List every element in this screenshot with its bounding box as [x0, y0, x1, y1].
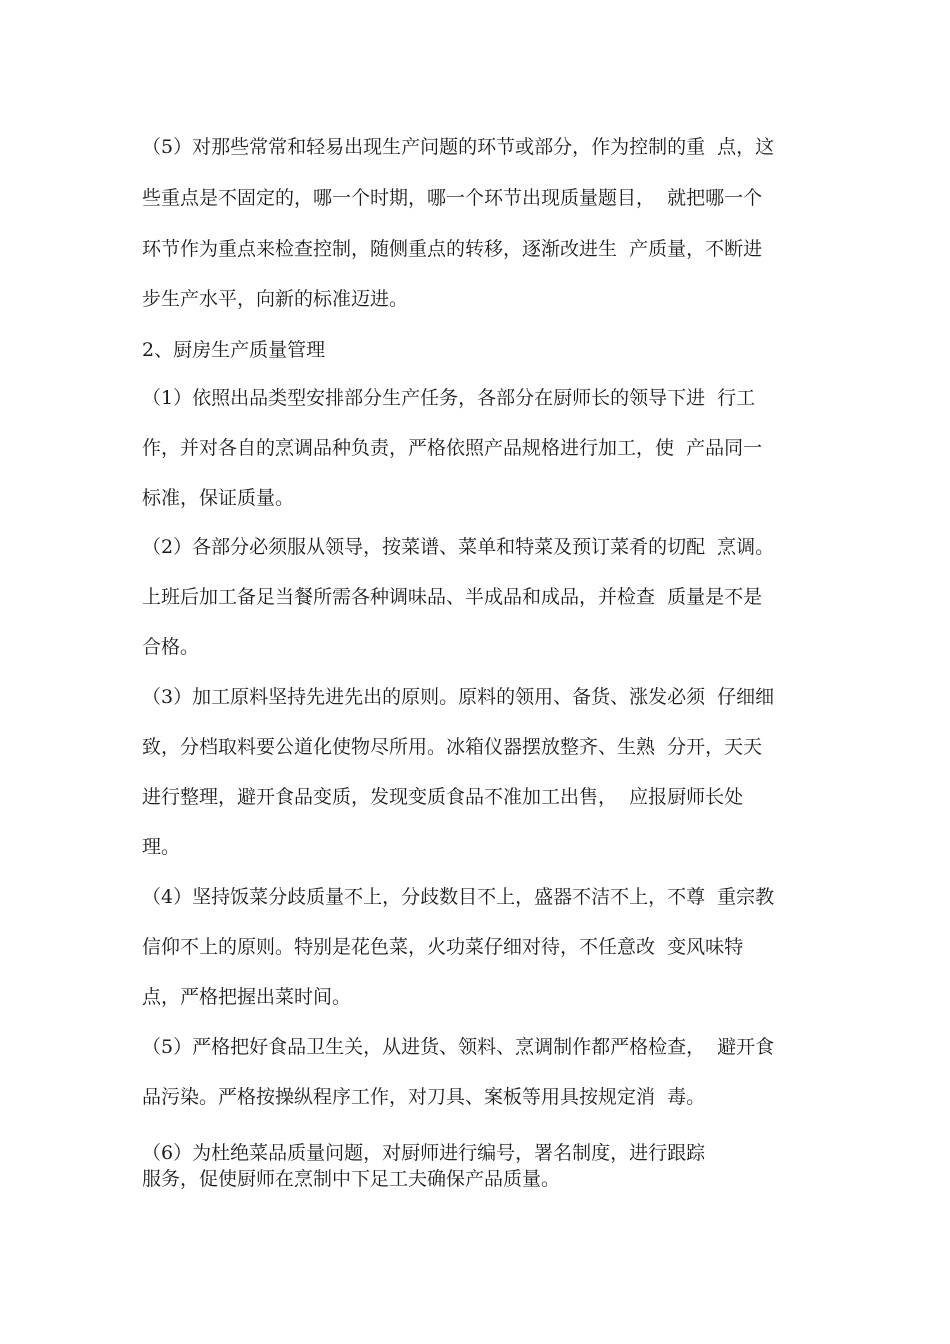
text-line: 信仰不上的原则。特别是花色菜，火功菜仔细对待，不任意改 变风味特 — [142, 936, 744, 958]
text-line: 服务，促使厨师在烹制中下足工夫确保产品质量。 — [142, 1168, 561, 1190]
section-heading: 2、厨房生产质量管理 — [142, 339, 326, 361]
text-line: 品污染。严格按操纵程序工作，对刀具、案板等用具按规定消 毒。 — [142, 1086, 706, 1108]
text-line: （3）加工原料坚持先进先出的原则。原料的领用、备货、涨发必须 仔细细 — [142, 686, 775, 708]
text-line: 作，并对各自的烹调品种负责，严格依照产品规格进行加工，使 产品同一 — [142, 437, 763, 459]
text-line: （6）为杜绝菜品质量问题，对厨师进行编号，署名制度，进行跟踪 — [142, 1142, 706, 1164]
text-line: （5）对那些常常和轻易出现生产问题的环节或部分，作为控制的重 点，这 — [142, 136, 775, 158]
text-line: 环节作为重点来检查控制，随侧重点的转移，逐渐改进生 产质量，不断进 — [142, 238, 763, 260]
text-line: 致，分档取料要公道化使物尽所用。冰箱仪器摆放整齐、生熟 分开，天天 — [142, 736, 763, 758]
text-line: （1）依照出品类型安排部分生产任务，各部分在厨师长的领导下进 行工 — [142, 387, 756, 409]
text-line: （5）严格把好食品卫生关，从进货、领料、烹调制作都严格检查， 避开食 — [142, 1036, 775, 1058]
text-line: （4）坚持饭菜分歧质量不上，分歧数目不上，盛器不洁不上，不尊 重宗教 — [142, 886, 775, 908]
text-line: 上班后加工备足当餐所需各种调味品、半成品和成品，并检查 质量是不是 — [142, 586, 763, 608]
text-line: 步生产水平，向新的标准迈进。 — [142, 288, 409, 310]
text-line: 理。 — [142, 836, 181, 858]
text-line: 点，严格把握出菜时间。 — [142, 986, 352, 1008]
text-line: 标准，保证质量。 — [142, 487, 295, 509]
text-line: 合格。 — [142, 636, 200, 658]
text-line: （2）各部分必须服从领导，按菜谱、菜单和特菜及预订菜肴的切配 烹调。 — [142, 536, 775, 558]
text-line: 进行整理，避开食品变质，发现变质食品不准加工出售， 应报厨师长处 — [142, 786, 744, 808]
text-line: 些重点是不固定的，哪一个时期，哪一个环节出现质量题目， 就把哪一个 — [142, 187, 763, 209]
